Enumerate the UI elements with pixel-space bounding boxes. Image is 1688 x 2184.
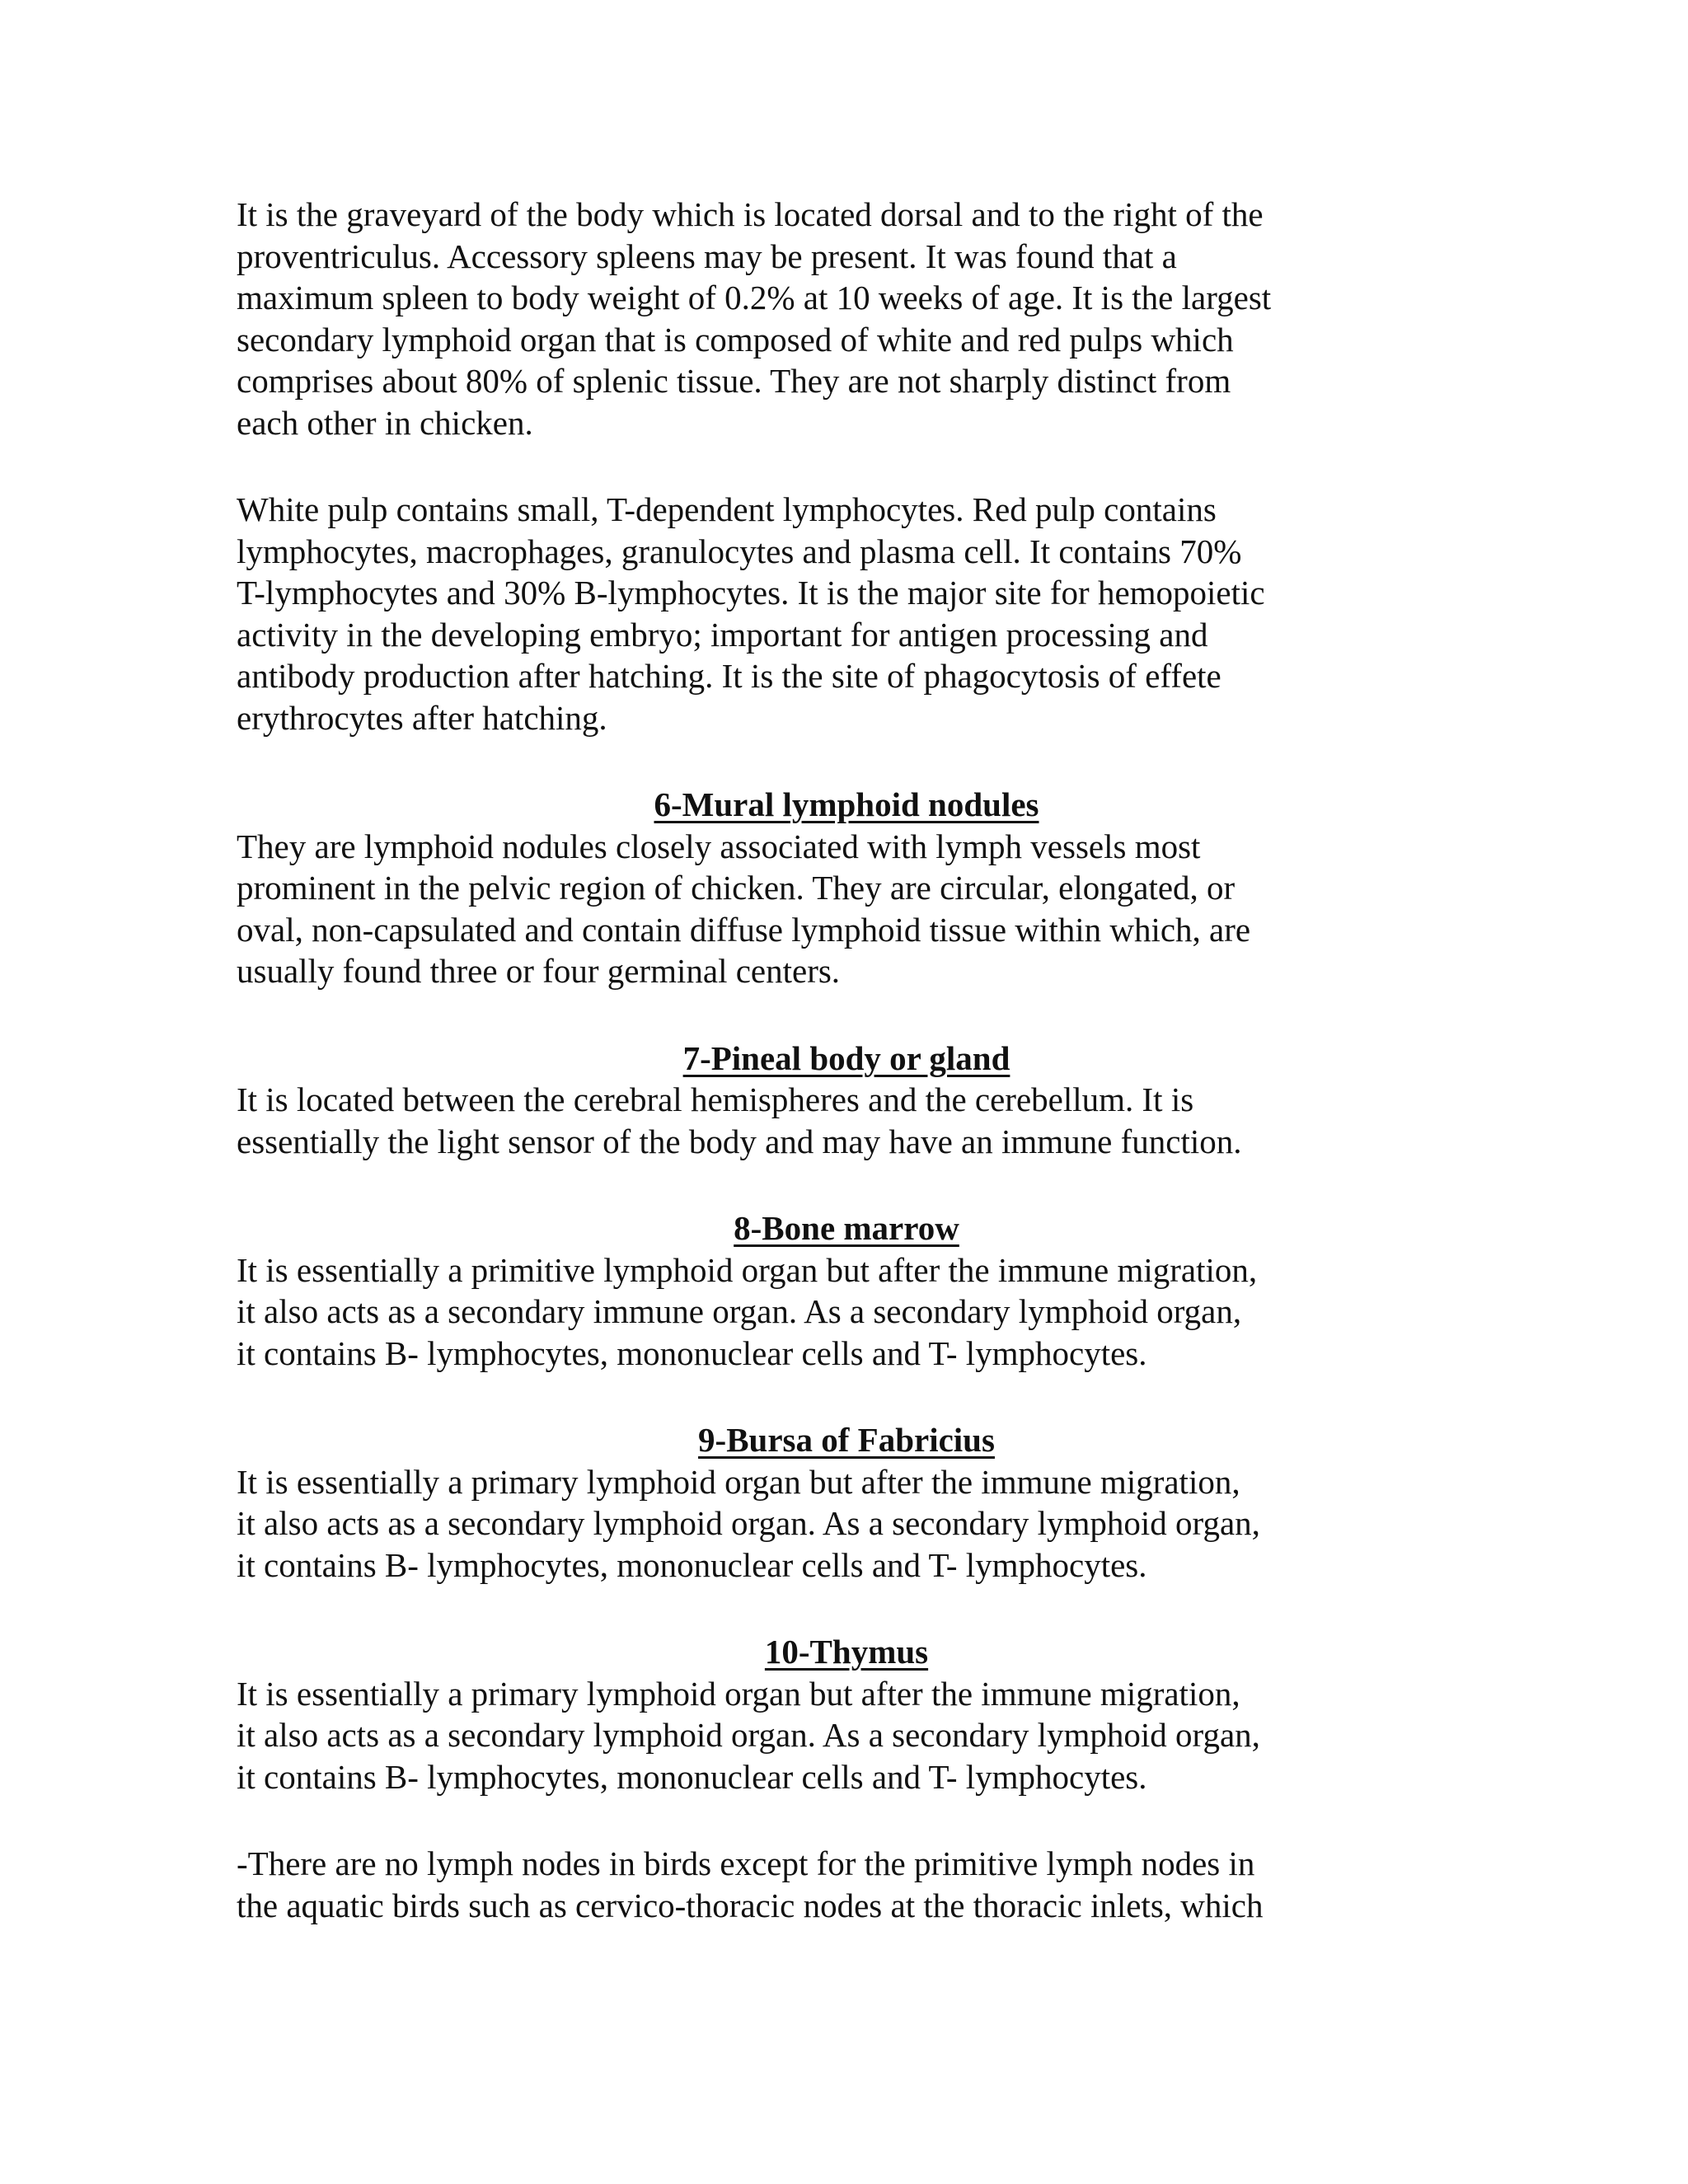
section-heading-pineal-body: 7-Pineal body or gland (682, 1038, 1010, 1077)
paragraph-spacer (237, 1797, 1456, 1843)
paragraph-spacer (237, 1586, 1456, 1631)
section-heading-thymus: 10-Thymus (764, 1633, 929, 1671)
section-heading-bone-marrow: 8-Bone marrow (734, 1209, 959, 1247)
section-body-thymus: It is essentially a primary lymphoid organ but after the immune migration, it also acts as a secondary lymphoid organ. As a secondary lymphoid organ, it contains B- lymphocytes, mononuclear cells and T- lymphocytes. (237, 1674, 1260, 1796)
section-heading-bursa-of-fabricius: 9-Bursa of Fabricius (698, 1421, 995, 1459)
paragraph-spacer (237, 992, 1456, 1038)
page-content (237, 194, 1456, 1926)
section-body-bursa-of-fabricius: It is essentially a primary lymphoid organ but after the immune migration, it also acts as a secondary lymphoid organ. As a secondary lymphoid organ, it contains B- lymphocytes, mononuclear cells and T- lymphocytes. (237, 1462, 1260, 1584)
closing-paragraph: -There are no lymph nodes in birds except for the primitive lymph nodes in the aquatic birds such as cervico-thoracic nodes at the thoracic inlets, which (237, 1844, 1264, 1924)
spleen-paragraph-2: White pulp contains small, T-dependent lymphocytes. Red pulp contains lymphocytes, macrophages, granulocytes and plasma cell. It contains 70% T-lymphocytes and 30% B-lymphocytes. It is the major site for hemopoietic activity in the developing embryo; important for antigen processing and antibody production after hatching. It is the site of phagocytosis of effete erythrocytes after hatching. (237, 490, 1265, 737)
section-body-bone-marrow: It is essentially a primitive lymphoid organ but after the immune migration, it also acts as a secondary immune organ. As a secondary lymphoid organ, it contains B- lymphocytes, mononuclear cells and T- lymphocytes. (237, 1250, 1258, 1372)
section-body-pineal-body: It is located between the cerebral hemispheres and the cerebellum. It is essentially the light sensor of the body and may have an immune function. (237, 1080, 1242, 1160)
spleen-paragraph-1: It is the graveyard of the body which is located dorsal and to the right of the proventriculus. Accessory spleens may be present. It was found that a maximum spleen to body weight of 0.2% at 10 weeks of age. It is the largest secondary lymphoid organ that is composed of white and red pulps which comprises about 80% of splenic tissue. They are not sharply distinct from each other in chicken. (237, 195, 1272, 442)
paragraph-spacer (237, 443, 1456, 489)
paragraph-spacer (237, 1374, 1456, 1419)
paragraph-spacer (237, 738, 1456, 784)
section-heading-mural-lymphoid-nodules: 6-Mural lymphoid nodules (654, 785, 1039, 823)
paragraph-spacer (237, 1162, 1456, 1207)
section-body-mural-lymphoid-nodules: They are lymphoid nodules closely associated with lymph vessels most prominent in the pelvic region of chicken. They are circular, elongated, or oval, non-capsulated and contain diffuse lymphoid tissue within which, are usually found three or four germinal centers. (237, 827, 1251, 990)
